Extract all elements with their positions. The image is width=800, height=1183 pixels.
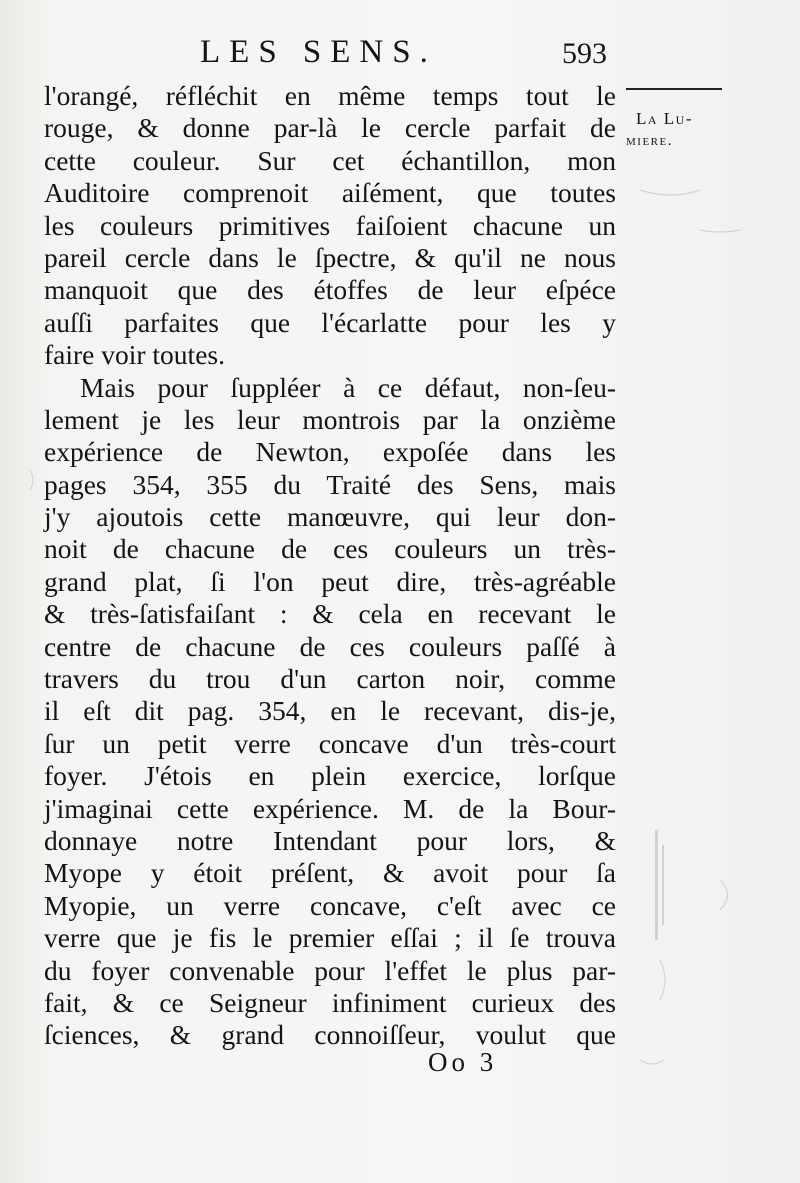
text-line: rouge, & donne par-là le cercle parfait de — [44, 112, 616, 144]
text-line: faire voir toutes. — [44, 339, 225, 371]
signature-mark: Oo 3 — [428, 1047, 498, 1077]
text-line: du foyer convenable pour l'effet le plus par- — [44, 954, 616, 986]
text-line: il eſt dit pag. 354, en le recevant, dis-je, — [44, 695, 616, 727]
text-line: l'orangé, réfléchit en même temps tout le — [44, 80, 616, 111]
text-line: centre de chacune de ces couleurs paſſé à — [44, 630, 616, 662]
margin-note-line: La Lu- — [636, 109, 694, 128]
text-line: grand plat, ſi l'on peut dire, très-agréable — [44, 565, 616, 597]
margin-note — [626, 88, 726, 152]
text-line: pareil cercle dans le ſpectre, & qu'il ne nous — [44, 241, 616, 273]
page-number: 593 — [562, 37, 607, 70]
margin-note-line: miere. — [626, 133, 673, 149]
text-line: cette couleur. Sur cet échantillon, mon — [44, 144, 616, 176]
text-line: & très-ſatisfaiſant : & cela en recevant le — [44, 598, 616, 630]
text-line: verre que je fis le premier eſſai ; il ſe trouva — [44, 922, 616, 954]
text-line: j'imaginai cette expérience. M. de la Bour- — [44, 792, 616, 824]
text-line: travers du trou d'un carton noir, comme — [44, 663, 616, 695]
text-line: Auditoire comprenoit aiſément, que toutes — [44, 177, 616, 209]
text-line: ſur un petit verre concave d'un très-court — [44, 727, 616, 759]
text-line: foyer. J'étois en plein exercice, lorſque — [44, 760, 616, 792]
running-head-title: LES SENS. — [200, 34, 437, 70]
text-line: noit de chacune de ces couleurs un très- — [44, 533, 616, 565]
text-line: Mais pour ſuppléer à ce défaut, non-ſeu- — [80, 371, 616, 403]
running-head — [0, 30, 800, 74]
text-line: manquoit que des étoffes de leur eſpéce — [44, 274, 616, 306]
margin-rule — [626, 88, 722, 90]
text-line: les couleurs primitives faiſoient chacune un — [44, 209, 616, 241]
text-line: ſciences, & grand connoiſſeur, voulut que — [44, 1019, 616, 1051]
text-line: auſſi parfaites que l'écarlatte pour les y — [44, 306, 616, 338]
text-line: donnaye notre Intendant pour lors, & — [44, 824, 616, 856]
text-line: Myope y étoit préſent, & avoit pour ſa — [44, 857, 616, 889]
text-line: expérience de Newton, expoſée dans les — [44, 436, 616, 468]
text-line: j'y ajoutois cette manœuvre, qui leur don- — [44, 501, 616, 533]
body-text — [44, 80, 616, 1052]
text-line: pages 354, 355 du Traité des Sens, mais — [44, 468, 616, 500]
text-line: Myopie, un verre concave, c'eſt avec ce — [44, 889, 616, 921]
text-line: lement je les leur montrois par la onzième — [44, 403, 616, 435]
text-line: fait, & ce Seigneur infiniment curieux des — [44, 986, 616, 1018]
